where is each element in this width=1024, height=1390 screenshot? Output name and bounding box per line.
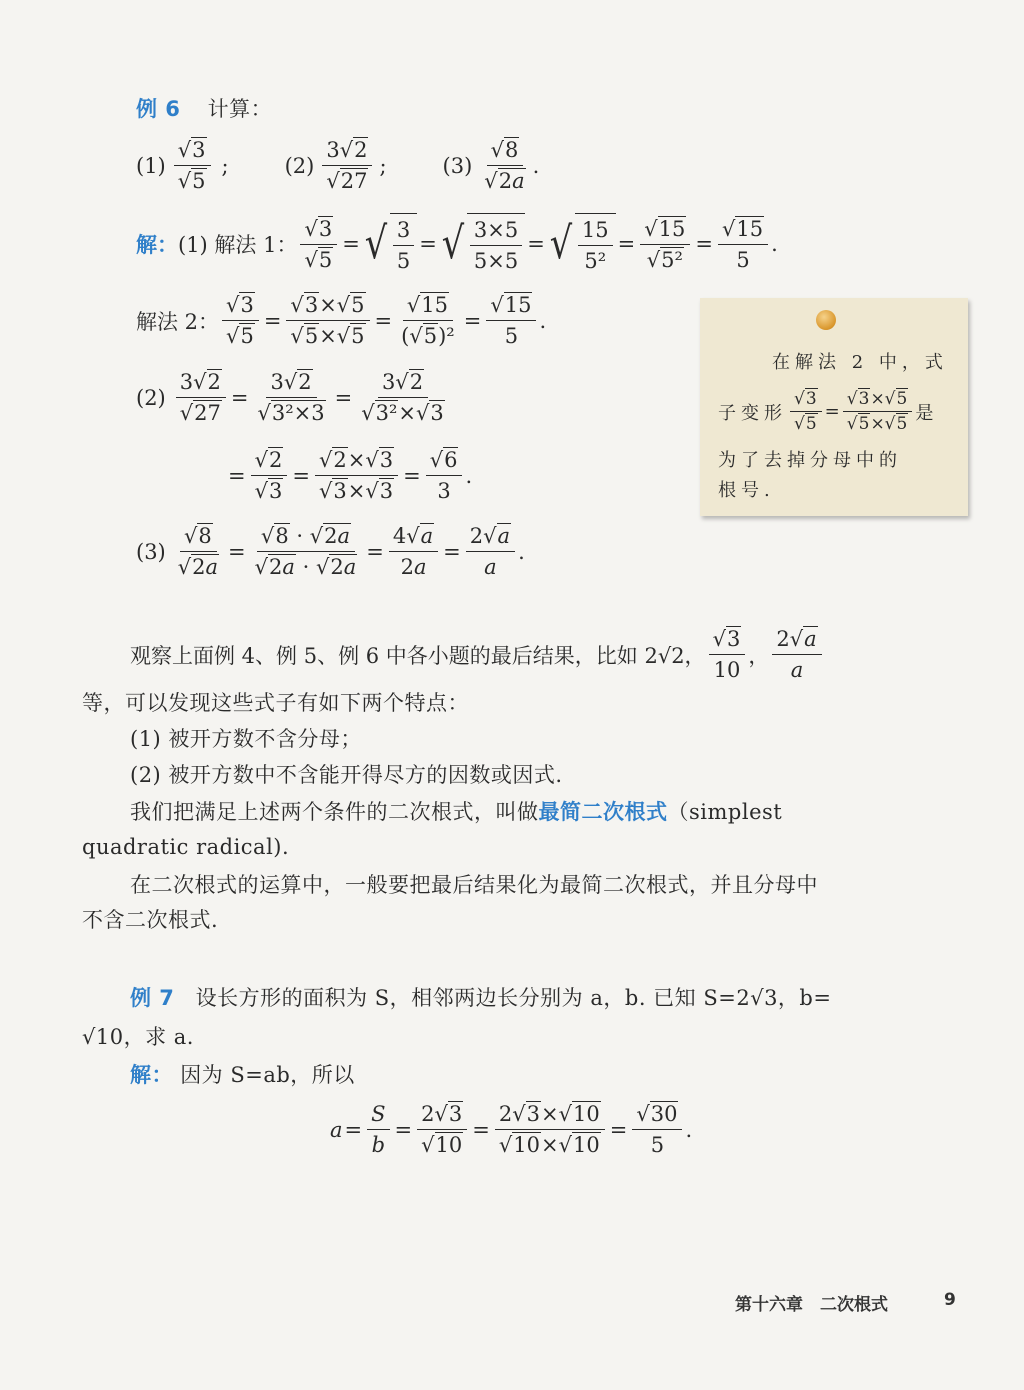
method-2-label: 解法 2： <box>136 309 220 334</box>
solution-2-line-2: = $\frac{√2}{√3}$ = $\frac{√2\times√3}{√3\times√3}$ = $\frac{√6}{3}$ . <box>228 448 473 503</box>
solution-label: 解： <box>136 233 178 257</box>
problem-3-label: (3) <box>442 153 473 178</box>
method-1-label: (1) 解法 1： <box>178 233 298 257</box>
margin-note <box>700 298 968 516</box>
example-6-task: 计算： <box>207 97 273 121</box>
feature-1: (1) 被开方数不含分母； <box>130 727 362 751</box>
solution-1-method-2: 解法 2： $\frac{√3}{√5}$ = $\frac{√3\times√5}{√5\times√5}$ = $\frac{√15}{\text{(√5)²}}$ = $\frac{√15}{5}$ . <box>136 293 547 348</box>
solution-2-line-1: (2) $\frac{3√2}{√27}$ = $\frac{3√2}{\text{√3²×3}}$ = $\frac{3√2}{\text{√3²×√3}}$ <box>136 370 444 425</box>
example-6-problems: (1) $\frac{√3}{√5}$ ; (2) $\frac{3√2}{√27}$ ; (3) $\frac{√8}{√2a}$ . <box>136 138 540 193</box>
example-6-label: 例 6 <box>136 97 181 121</box>
feature-2: (2) 被开方数中不含能开得尽方的因数或因式. <box>130 763 563 787</box>
example-7-line-1: 例 7 设长方形的面积为 S，相邻两边长分别为 a，b. 已知 S=2√3，b= <box>130 986 832 1010</box>
problem-2-fraction: $\frac{3√2}{√27}$ <box>322 136 372 195</box>
note-line-2: 子变形 $\frac{√3}{√5}$ = $\frac{√3\times√5}{√5\times√5}$ 是 <box>718 389 939 434</box>
page-number: 9 <box>944 1290 956 1310</box>
definition-line-2: quadratic radical). <box>82 835 290 859</box>
observation-line-1: 观察上面例 4、例 5、例 6 中各小题的最后结果，比如 2√2， $\frac{√3}{10}$ ， $\frac{2√a}{a}$ <box>130 625 825 684</box>
note-line-3: 为了去掉分母中的 <box>718 450 902 471</box>
example-7-solution-label: 解： <box>130 1063 173 1087</box>
rule-line-1: 在二次根式的运算中，一般要把最后结果化为最简二次根式，并且分母中 <box>130 873 818 897</box>
problem-3-fraction: $\frac{√8}{√2a}$ <box>484 138 525 193</box>
definition-term: 最简二次根式 <box>538 800 668 824</box>
rule-line-2: 不含二次根式. <box>82 908 219 932</box>
example-7-label: 例 7 <box>130 986 175 1010</box>
note-line-4: 根号. <box>718 480 775 501</box>
part-3-label: (3) <box>136 539 166 564</box>
solution-1-method-1: 解： (1) 解法 1： $\frac{√3}{√5}$ = √ $\frac{3}{5}$ = √ $\frac{3\times 5}{5\times 5}$ = √ $\frac{15}{\text{5²}}$ = $\frac{√15}{\text{√5²}}$ = $\frac{√15}{5}$ . <box>136 213 778 275</box>
example-7-solution-intro: 解： 因为 S=ab，所以 <box>130 1063 355 1087</box>
note-line-1: 在解法 2 中，式 <box>772 352 948 373</box>
pushpin-icon <box>816 310 836 330</box>
part-2-label: (2) <box>136 385 166 410</box>
problem-1-label: (1) <box>136 153 166 178</box>
solution-3: (3) $\frac{√8}{√2a}$ = $\frac{√8 \cdot √2a}{√2a \cdot √2a}$ = $\frac{4√a}{2a}$ = $\frac{2√a}{a}$ . <box>136 524 525 579</box>
observation-line-2: 等，可以发现这些式子有如下两个特点： <box>82 691 469 715</box>
chapter-footer: 第十六章 二次根式 <box>735 1295 888 1315</box>
example-7-line-2: √10，求 a. <box>82 1025 194 1049</box>
problem-2-label: (2) <box>284 153 315 178</box>
definition-line-1: 我们把满足上述两个条件的二次根式，叫做最简二次根式（simplest <box>130 800 783 824</box>
example-7-equation: a = $\frac{S}{b}$ = $\frac{2√3}{√10}$ = $\frac{2√3\times√10}{√10\times√10}$ = $\frac{√30}{5}$ . <box>330 1102 693 1157</box>
example-6-heading <box>136 94 272 124</box>
problem-1-fraction: $\frac{√3}{√5}$ <box>174 136 211 195</box>
